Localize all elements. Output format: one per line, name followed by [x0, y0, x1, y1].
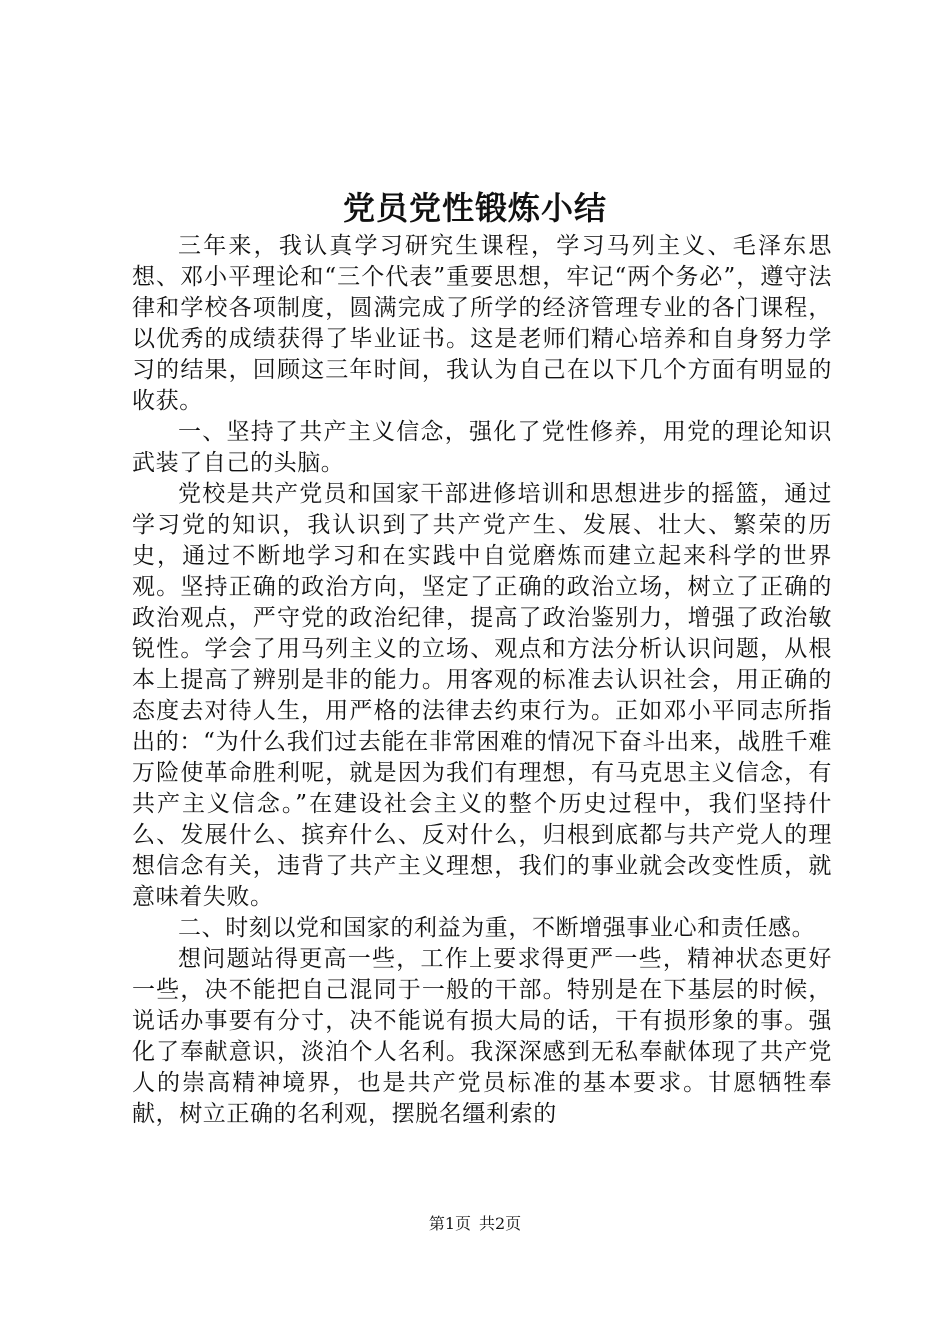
paragraph-party-school: 党校是共产党员和国家干部进修培训和思想进步的摇篮，通过学习党的知识，我认识到了共产党产生、发展、壮大、繁荣的历史，通过不断地学习和在实践中自觉磨炼而建立起来科学的世界观。坚持正确的政治方向，坚定了正确的政治立场，树立了正确的政治观点，严守党的政治纪律，提高了政治鉴别力，增强了政治敏锐性。学会了用马列主义的立场、观点和方法分析认识问题，从根本上提高了辨别是非的能力。用客观的标准去认识社会，用正确的态度去对待人生，用严格的法律去约束行为。正如邓小平同志所指出的：“为什么我们过去能在非常困难的情况下奋斗出来，战胜千难万险使革命胜利呢，就是因为我们有理想，有马克思主义信念，有共产主义信念。”在建设社会主义的整个历史过程中，我们坚持什么、发展什么、摈弃什么、反对什么，归根到底都与共产党人的理想信念有关，违背了共产主义理想，我们的事业就会改变性质，就意味着失败。 [132, 481, 832, 910]
page-footer [0, 1213, 950, 1235]
paragraph-work-attitude: 想问题站得更高一些，工作上要求得更严一些，精神状态更好一些，决不能把自己混同于一般的干部。特别是在下基层的时候，说话办事要有分寸，决不能说有损大局的话，干有损形象的事。强化了奉献意识，淡泊个人名利。我深深感到无私奉献体现了共产党人的崇高精神境界，也是共产党员标准的基本要求。甘愿牺牲奉献，树立正确的名利观，摆脱名缰利索的 [132, 946, 832, 1127]
page-title: 党员党性锻炼小结 [342, 189, 607, 227]
paragraph-intro: 三年来，我认真学习研究生课程，学习马列主义、毛泽东思想、邓小平理论和“三个代表”重要思想，牢记“两个务必”，遵守法律和学校各项制度，圆满完成了所学的经济管理专业的各门课程，以优秀的成绩获得了毕业证书。这是老师们精心培养和自身努力学习的结果，回顾这三年时间，我认为自己在以下几个方面有明显的收获。 [132, 233, 832, 414]
paragraph-heading-2: 二、时刻以党和国家的利益为重，不断增强事业心和责任感。 [178, 915, 816, 941]
document-body [132, 231, 832, 1130]
page-number-total: 共2页 [479, 1214, 522, 1233]
page-number-current: 第1页 [428, 1214, 471, 1233]
paragraph-heading-1: 一、坚持了共产主义信念，强化了党性修养，用党的理论知识武装了自己的头脑。 [132, 419, 832, 476]
